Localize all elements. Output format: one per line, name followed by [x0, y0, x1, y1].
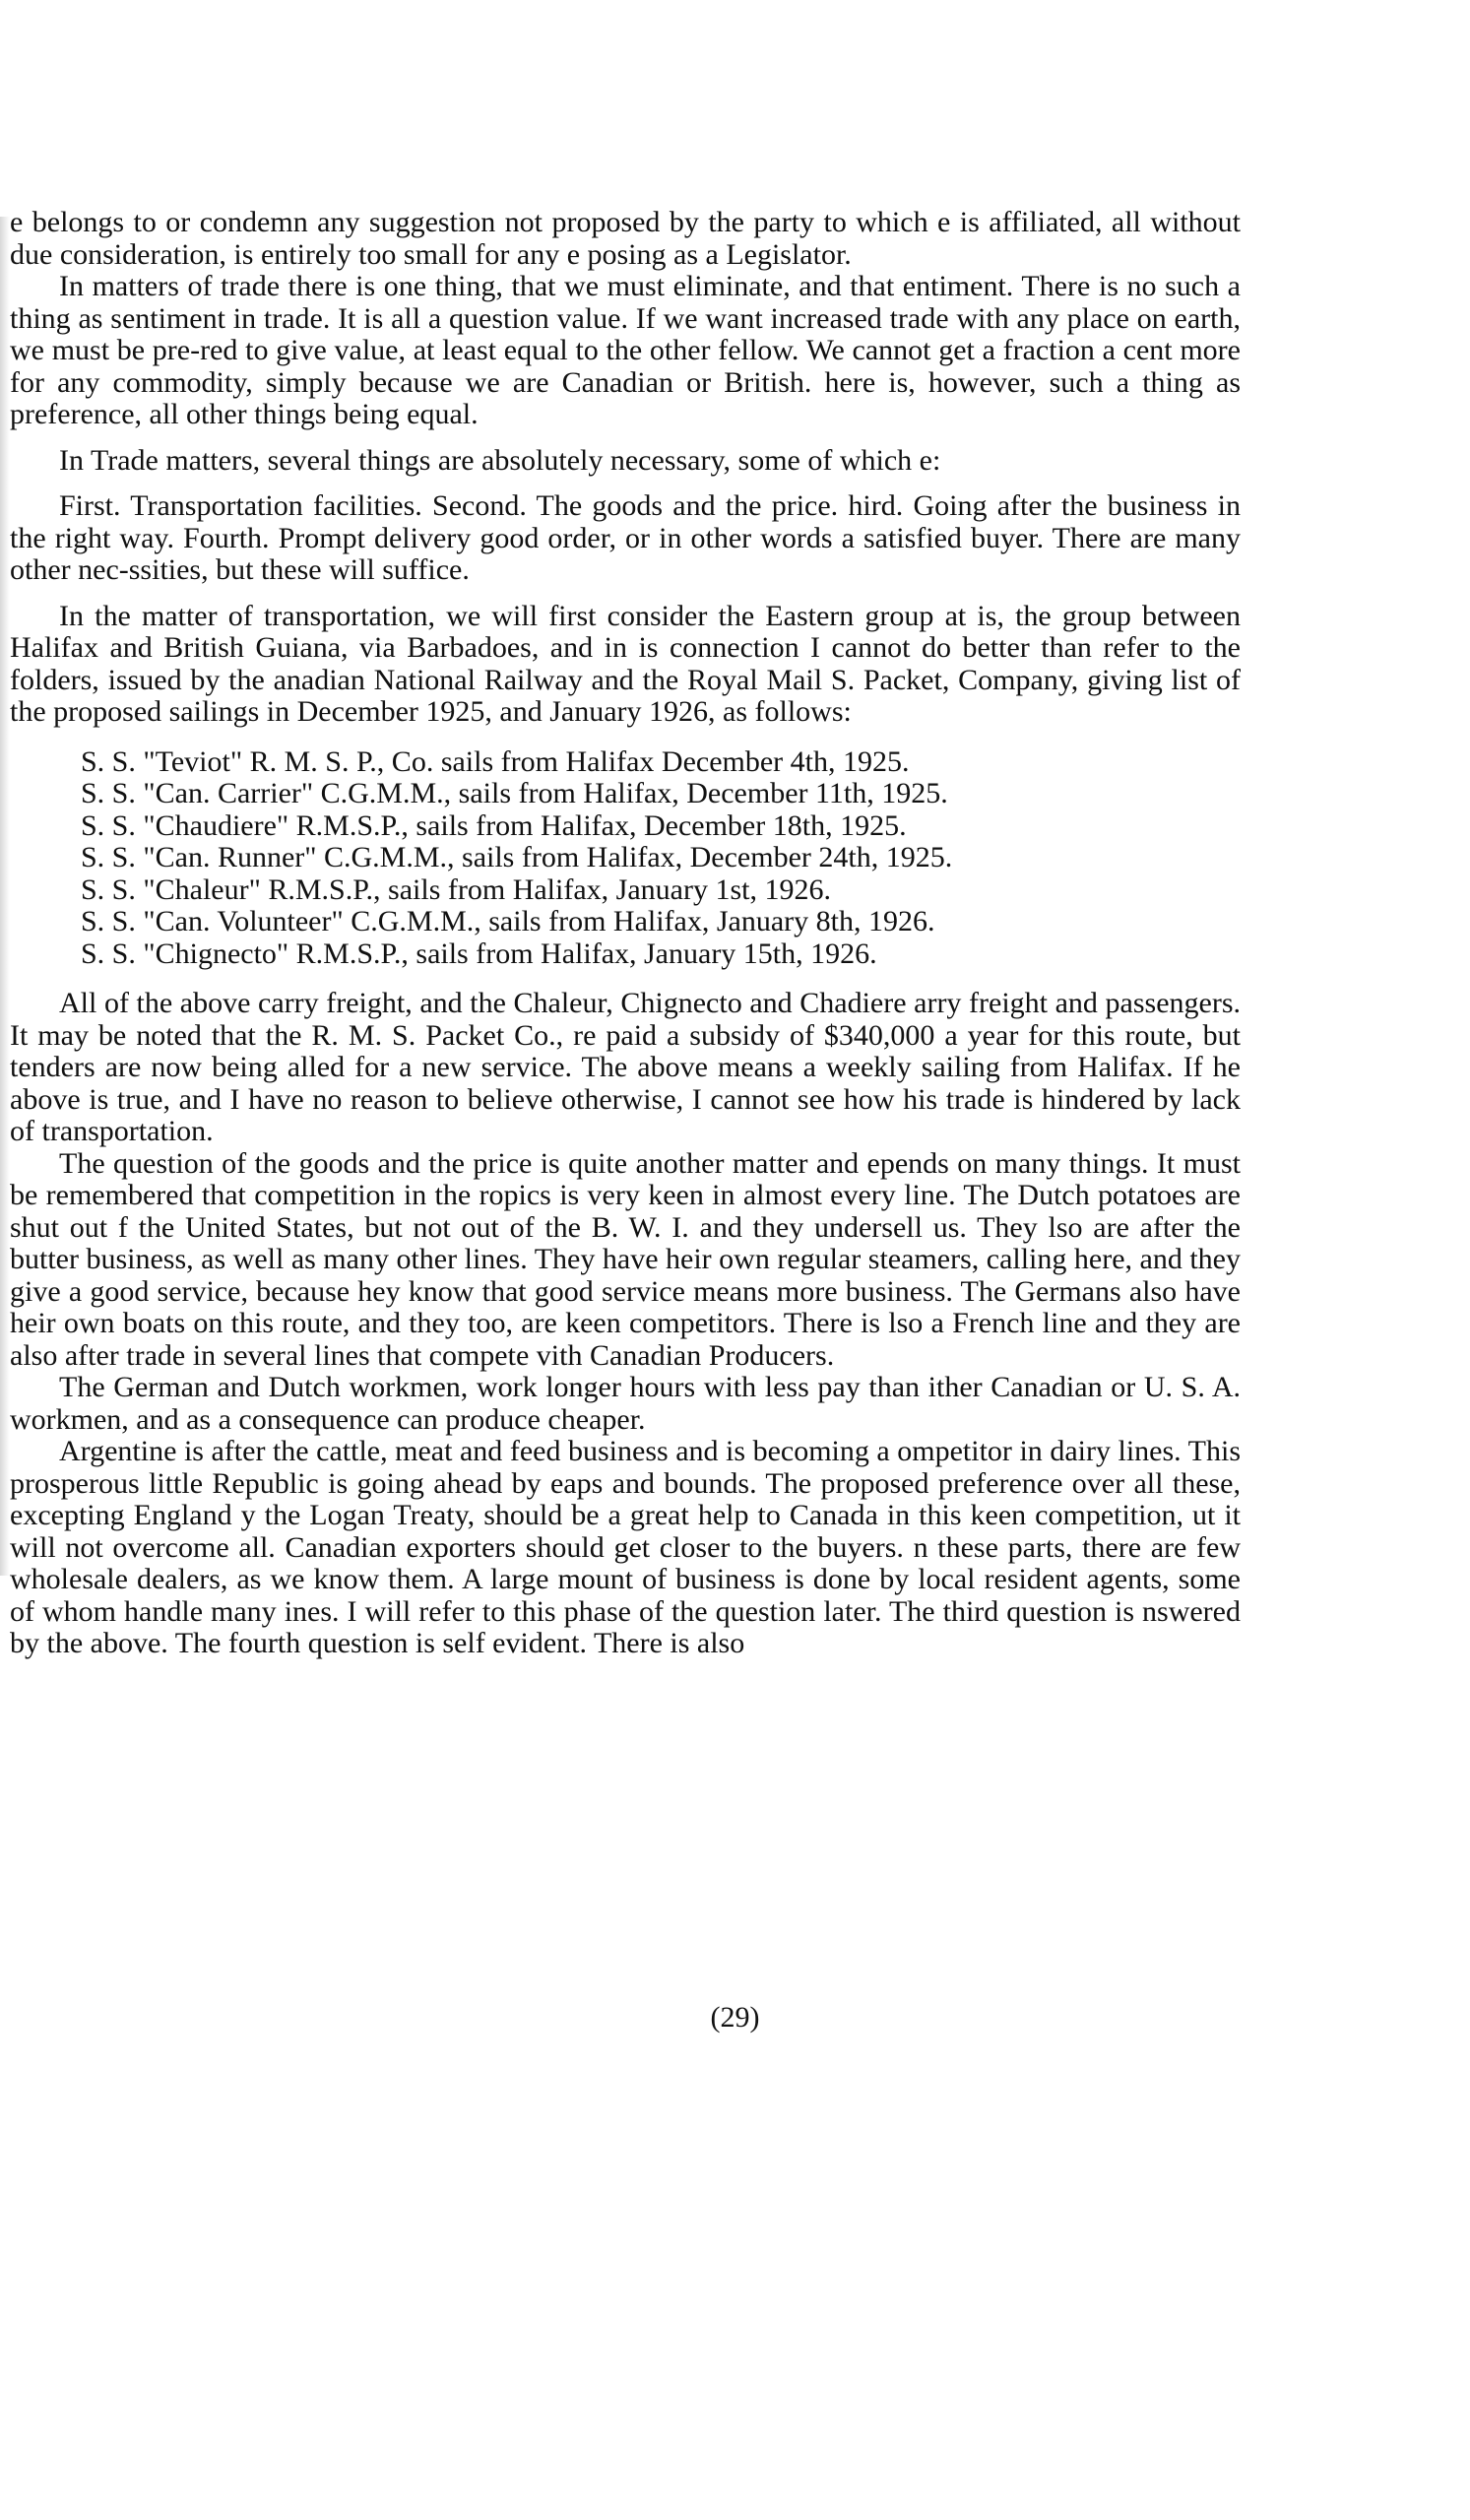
- list-item: S. S. "Chaleur" R.M.S.P., sails from Halifax, January 1st, 1926.: [81, 872, 831, 906]
- paragraph: In Trade matters, several things are absolutely necessary, some of which e:: [59, 443, 941, 477]
- list-item: S. S. "Can. Runner" C.G.M.M., sails from Halifax, December 24th, 1925.: [81, 841, 953, 873]
- list-item: S. S. "Chaudiere" R.M.S.P., sails from Halifax, December 18th, 1925.: [81, 808, 907, 842]
- page-number: (29): [710, 2001, 760, 2034]
- body-text: [10, 207, 1241, 1660]
- sailings-list: [81, 746, 1241, 971]
- list-item: S. S. "Can. Carrier" C.G.M.M., sails from Halifax, December 11th, 1925.: [81, 777, 948, 809]
- paragraph: The question of the goods and the price is quite another matter and epends on many things. It must be remembered that competition in the ropics is very keen in almost every line. The Dutch potatoes are shut out f the United States, but not out of the B. W. I. and they undersell us. They lso are after the butter business, as well as many other lines. They have heir own regular steamers, calling here, and they give a good service, because hey know that good service means more business. The Germans also have heir own boats on this route, and they too, are keen competitors. There is lso a French line and they are also after trade in several lines that compete vith Canadian Producers.: [10, 1146, 1241, 1372]
- list-item: S. S. "Chignecto" R.M.S.P., sails from Halifax, January 15th, 1926.: [81, 937, 877, 970]
- paragraph: In the matter of transportation, we will first consider the Eastern group at is, the group between Halifax and British Guiana, via Barbadoes, and in is connection I cannot do better than refer to the folders, issued by the anadian National Railway and the Royal Mail S. Packet, Company, giving list of the proposed sailings in December 1925, and January 1926, as follows:: [10, 599, 1241, 728]
- list-item: S. S. "Can. Volunteer" C.G.M.M., sails from Halifax, January 8th, 1926.: [81, 905, 935, 937]
- paragraph: The German and Dutch workmen, work longer hours with less pay than ither Canadian or U. S. A. workmen, and as a consequence can produce cheaper.: [10, 1371, 1241, 1436]
- paragraph: Argentine is after the cattle, meat and feed business and is becoming a ompetitor in dairy lines. This prosperous little Republic is going ahead by eaps and bounds. The proposed preference over all these, excepting England y the Logan Treaty, should be a great help to Canada in this keen competition, ut it will not overcome all. Canadian exporters should get closer to the buyers. n these parts, there are few wholesale dealers, as we know them. A large mount of business is done by local resident agents, some of whom handle many ines. I will refer to this phase of the question later. The third question is nswered by the above. The fourth question is self evident. There is also: [10, 1435, 1241, 1659]
- paragraph: All of the above carry freight, and the Chaleur, Chignecto and Chadiere arry freight and passengers. It may be noted that the R. M. S. Packet Co., re paid a subsidy of $340,000 a year for this route, but tenders are now being alled for a new service. The above means a weekly sailing from Halifax. If he above is true, and I have no reason to believe otherwise, I cannot see how his trade is hindered by lack of transportation.: [10, 987, 1241, 1147]
- paragraph: e belongs to or condemn any suggestion not proposed by the party to which e is affiliated, all without due consideration, is entirely too small for any e posing as a Legislator.: [10, 206, 1241, 271]
- paragraph: In matters of trade there is one thing, that we must eliminate, and that entiment. There is no such a thing as sentiment in trade. It is all a question value. If we want increased trade with any place on earth, we must be pre-red to give value, at least equal to the other fellow. We cannot get a fraction a cent more for any commodity, simply because we are Canadian or British. here is, however, such a thing as preference, all other things being equal.: [10, 270, 1241, 430]
- paragraph: First. Transportation facilities. Second. The goods and the price. hird. Going after the business in the right way. Fourth. Prompt delivery good order, or in other words a satisfied buyer. There are many other nec-ssities, but these will suffice.: [10, 489, 1241, 586]
- page-binding-shadow: [0, 217, 10, 1576]
- list-item: S. S. "Teviot" R. M. S. P., Co. sails from Halifax December 4th, 1925.: [81, 744, 910, 778]
